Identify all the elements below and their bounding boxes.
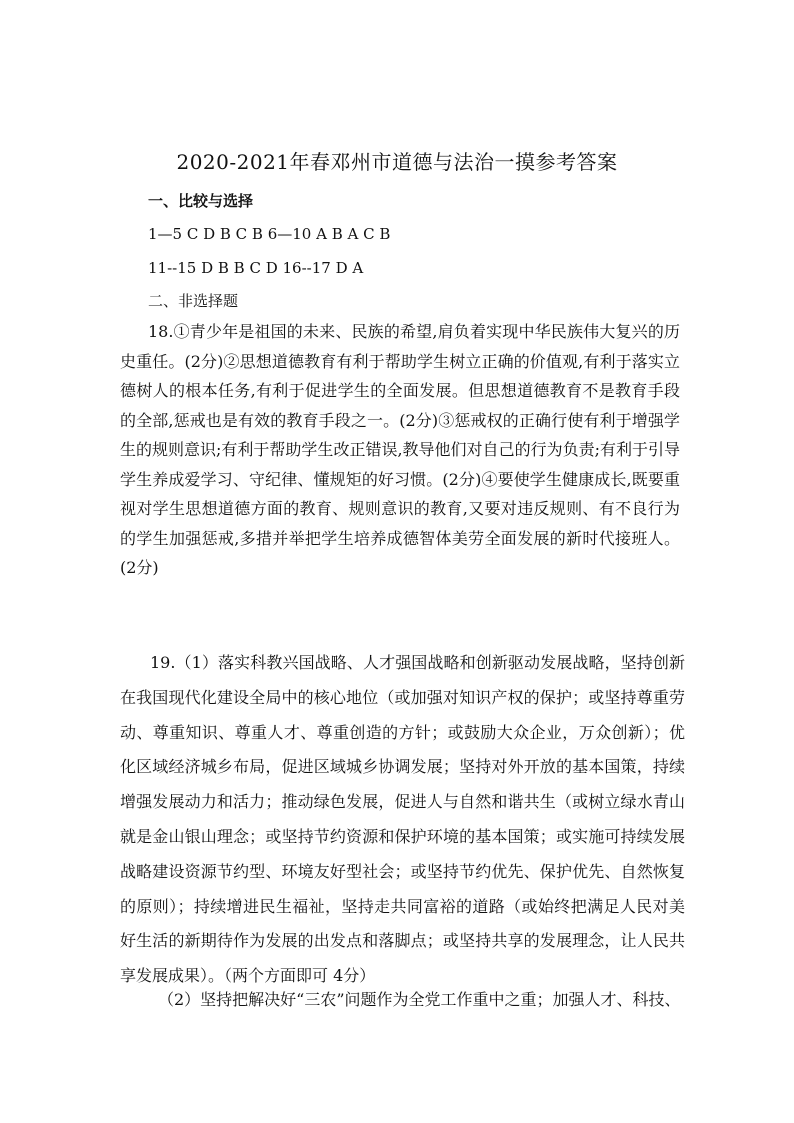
question-19-part1-answer: 19.（1）落实科教兴国战略、人才强国战略和创新驱动发展战略，坚持创新在我国现代化建设全局中的核心地位（或加强对知识产权的保护；或坚持尊重劳动、尊重知识、尊重人才、尊重创造的方针；或鼓励大众企业，万众创新）；优化区域经济城乡布局，促进区域城乡协调发展；坚持对外开放的基本国策，持续增强发展动力和活力；推动绿色发展，促进人与自然和谐共生（或树立绿水青山就是金山银山理念；或坚持节约资源和保护环境的基本国策；或实施可持续发展战略建设资源节约型、环境友好型社会；或坚持节约优先、保护优先、自然恢复的原则）；持续增进民生福祉，坚持走共同富裕的道路（或始终把满足人民对美好生活的新期待作为发展的出发点和落脚点；或坚持共享的发展理念，让人民共享发展成果）。（两个方面即可 4分） bbox=[120, 653, 685, 986]
section1-heading: 一、比较与选择 bbox=[148, 192, 254, 210]
document-title: 2020-2021年春邓州市道德与法治一摸参考答案 bbox=[176, 150, 618, 174]
answer-row-2: 11--15 D B B C D 16--17 D A bbox=[148, 259, 364, 277]
section2-heading: 二、非选择题 bbox=[148, 292, 239, 310]
answer-row-1: 1—5 C D B C B 6—10 A B A C B bbox=[148, 225, 391, 243]
question-19-part2-answer: （2）坚持把解决好“三农”问题作为全党工作重中之重；加强人才、科技、 bbox=[158, 990, 681, 1009]
question-18-answer: 18.①青少年是祖国的未来、民族的希望,肩负着实现中华民族伟大复兴的历史重任。(2分)②思想道德教育有利于帮助学生树立正确的价值观,有利于落实立德树人的根本任务,有利于促进学生的全面发展。但思想道德教育不是教育手段的全部,惩戒也是有效的教育手段之一。(2分)③惩戒权的正确行使有利于增强学生的规则意识;有利于帮助学生改正错误,教导他们对自己的行为负责;有利于引导学生养成爱学习、守纪律、懂规矩的好习惯。(2分)④要使学生健康成长,既要重视对学生思想道德方面的教育、规则意识的教育,又要对违反规则、有不良行为的学生加强惩戒,多措并举把学生培养成德智体美劳全面发展的新时代接班人。(2分) bbox=[120, 322, 680, 577]
